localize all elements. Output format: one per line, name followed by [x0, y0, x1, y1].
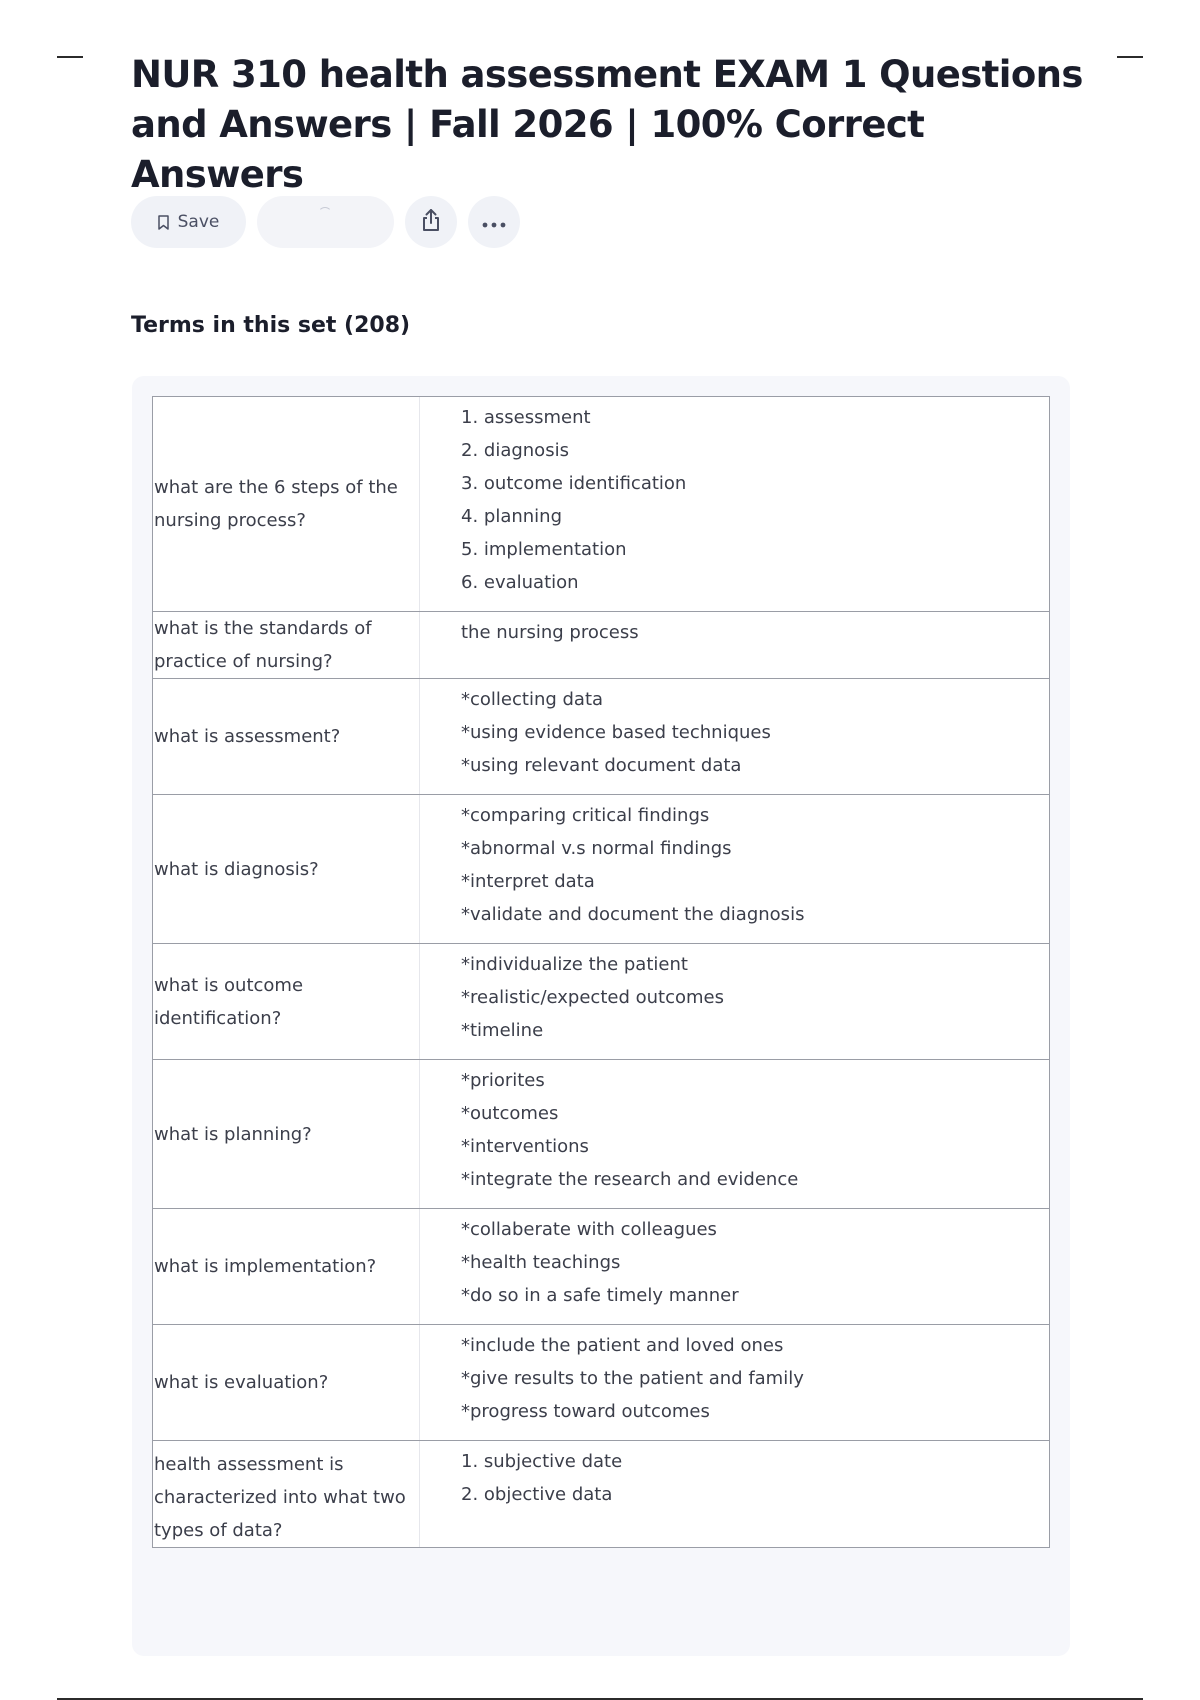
term-text: health assessment is characterized into what two types of data? [153, 1441, 420, 1547]
definition-line: *do so in a safe timely manner [461, 1285, 739, 1306]
spinner-icon [318, 207, 332, 221]
definition-line: *individualize the patient [461, 954, 688, 975]
action-bar [131, 196, 520, 248]
definition-line: *abnormal v.s normal findings [461, 838, 732, 859]
bookmark-icon [158, 215, 169, 230]
definition-line: 6. evaluation [461, 572, 579, 593]
term-row [153, 1208, 1049, 1324]
definition [420, 612, 1049, 678]
term-row [153, 1440, 1049, 1547]
definition-line: *realistic/expected outcomes [461, 987, 724, 1008]
term-text: what is assessment? [153, 679, 420, 794]
page-title: NUR 310 health assessment EXAM 1 Questions and Answers | Fall 2026 | 100% Correct Answers [131, 53, 1083, 196]
definition-line: 2. diagnosis [461, 440, 569, 461]
term-row [153, 943, 1049, 1059]
definition [420, 1441, 1049, 1547]
terms-heading: Terms in this set (208) [131, 313, 411, 338]
definition [420, 795, 1049, 943]
definition-line: the nursing process [461, 622, 639, 643]
definition-line: 3. outcome identification [461, 473, 687, 494]
definition-line: *collaberate with colleagues [461, 1219, 717, 1240]
definition-line: 1. assessment [461, 407, 591, 428]
save-label: Save [177, 212, 220, 232]
definition-line: *validate and document the diagnosis [461, 904, 805, 925]
share-button[interactable] [405, 196, 457, 248]
definition-line: *using evidence based techniques [461, 722, 771, 743]
definition-line: *outcomes [461, 1103, 559, 1124]
term-text: what is diagnosis? [153, 795, 420, 943]
definition-line: *give results to the patient and family [461, 1368, 804, 1389]
save-button[interactable] [131, 196, 246, 248]
definition-line: 1. subjective date [461, 1451, 623, 1472]
definition-line: *integrate the research and evidence [461, 1169, 799, 1190]
definition-line: *interpret data [461, 871, 595, 892]
definition [420, 1060, 1049, 1208]
term-text: what is implementation? [153, 1209, 420, 1324]
term-text: what is planning? [153, 1060, 420, 1208]
corner-mark-right [1117, 56, 1143, 58]
definition [420, 397, 1049, 611]
definition [420, 1209, 1049, 1324]
terms-table [152, 396, 1050, 1548]
definition-line: 4. planning [461, 506, 563, 527]
definition [420, 679, 1049, 794]
definition [420, 944, 1049, 1059]
definition-line: *progress toward outcomes [461, 1401, 710, 1422]
definition-line: *include the patient and loved ones [461, 1335, 784, 1356]
definition-line: *priorites [461, 1070, 545, 1091]
term-row [153, 397, 1049, 611]
term-row [153, 1324, 1049, 1440]
loading-button[interactable] [257, 196, 394, 248]
share-icon [420, 207, 442, 237]
term-text: what are the 6 steps of the nursing process? [153, 397, 420, 611]
term-row [153, 794, 1049, 943]
definition-line: *health teachings [461, 1252, 621, 1273]
term-row [153, 1059, 1049, 1208]
definition-line: *using relevant document data [461, 755, 742, 776]
term-row [153, 678, 1049, 794]
definition-line: 5. implementation [461, 539, 627, 560]
term-row [153, 611, 1049, 678]
corner-mark-left [57, 56, 83, 58]
definition-line: 2. objective data [461, 1484, 613, 1505]
definition [420, 1325, 1049, 1440]
more-options-button[interactable] [468, 196, 520, 248]
definition-line: *timeline [461, 1020, 544, 1041]
term-text: what is the standards of practice of nursing? [153, 612, 420, 678]
more-icon [482, 213, 506, 232]
definition-line: *collecting data [461, 689, 604, 710]
term-text: what is outcome identification? [153, 944, 420, 1059]
term-text: what is evaluation? [153, 1325, 420, 1440]
definition-line: *interventions [461, 1136, 589, 1157]
definition-line: *comparing critical findings [461, 805, 710, 826]
